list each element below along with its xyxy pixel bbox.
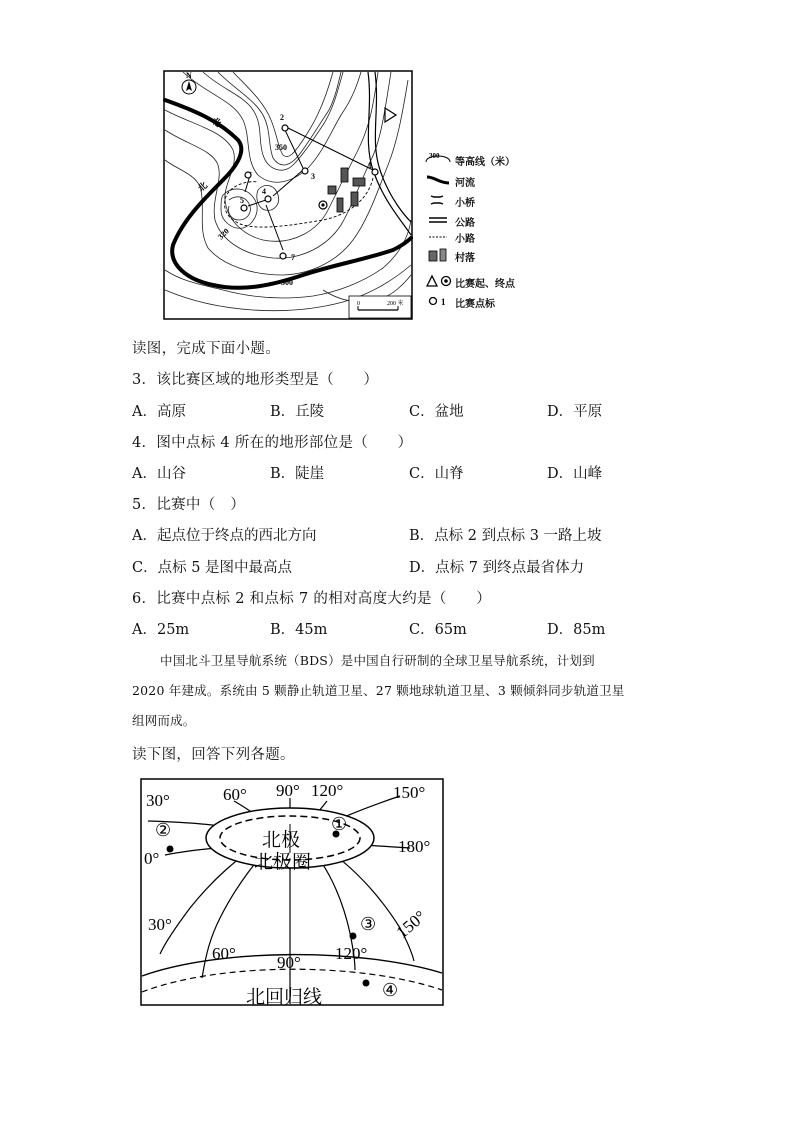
point-label-2: 2: [280, 113, 284, 122]
bottom-label-60: 60°: [212, 944, 236, 963]
top-label-90: 90°: [276, 781, 300, 800]
legend-label-path: 小路: [455, 234, 475, 245]
top-label-30: 30°: [146, 791, 170, 810]
scale-label-0: 0: [357, 301, 360, 307]
legend-label-road: 公路: [455, 218, 475, 229]
left-label-0: 0°: [144, 849, 160, 868]
bottom-label-90: 90°: [277, 953, 301, 972]
contour-label-300: 300: [281, 278, 293, 287]
top-label-120: 120°: [311, 781, 344, 800]
q4-option-a[interactable]: A．山谷: [132, 466, 186, 482]
bottom-label-120: 120°: [335, 944, 368, 963]
checkpoint-icon: [427, 294, 451, 308]
intro-text-2: 读下图，回答下列各题。: [132, 747, 295, 763]
bottom-label-150: 150°: [392, 906, 430, 943]
passage-line-1: 中国北斗卫星导航系统（BDS）是中国自行研制的全球卫星导航系统，计划到: [160, 653, 595, 668]
q6-option-a[interactable]: A．25m: [132, 622, 190, 638]
scale-label-200: 200 米: [387, 301, 404, 307]
point-label-1: 1: [368, 161, 372, 170]
legend-label-contour: 等高线（米）: [455, 157, 515, 168]
village-icon: [427, 247, 451, 263]
river-icon: [425, 174, 451, 186]
polar-map: [140, 778, 444, 1006]
marker-4: ④: [382, 980, 399, 1000]
q5-option-c[interactable]: C．点标 5 是图中最高点: [132, 560, 293, 576]
legend-label-village: 村落: [455, 253, 475, 264]
marker-1: ①: [331, 814, 348, 834]
svg-text:300: 300: [429, 152, 440, 160]
svg-text:1: 1: [441, 297, 446, 307]
point-label-7: 7: [291, 253, 295, 262]
legend-label-bridge: 小桥: [455, 198, 475, 209]
intro-text: 读图，完成下面小题。: [132, 341, 280, 357]
road-icon: [427, 214, 449, 226]
bridge-icon: [429, 194, 445, 206]
bottom-label-30: 30°: [148, 915, 172, 934]
right-label-180: 180°: [398, 837, 431, 856]
compass-label: N: [186, 71, 192, 80]
marker-2: ②: [155, 820, 172, 840]
question-6-stem: 6．比赛中点标 2 和点标 7 的相对高度大约是（ ）: [132, 591, 492, 607]
river-label-1: 北: [209, 115, 223, 129]
point-label-5: 5: [240, 196, 244, 205]
legend-label-river: 河流: [455, 178, 475, 189]
q3-option-b[interactable]: B．丘陵: [270, 404, 325, 420]
question-5-stem: 5．比赛中（ ）: [132, 497, 246, 513]
top-label-150: 150°: [393, 783, 426, 802]
start-end-icon: [425, 274, 453, 288]
q5-option-d[interactable]: D．点标 7 到终点最省体力: [409, 560, 585, 576]
point-label-4: 4: [262, 187, 266, 196]
q4-option-c[interactable]: C．山脊: [409, 466, 464, 482]
pole-label: 北极: [262, 830, 301, 851]
q5-option-a[interactable]: A．起点位于终点的西北方向: [132, 528, 317, 544]
contour-map: [163, 70, 413, 320]
q3-option-c[interactable]: C．盆地: [409, 404, 464, 420]
tropic-label: 北回归线: [246, 987, 323, 1006]
q4-option-d[interactable]: D．山峰: [547, 466, 603, 482]
river-label-2: 北: [195, 180, 210, 194]
legend-label-checkpoint: 比赛点标: [455, 299, 495, 310]
q6-option-d[interactable]: D．85m: [547, 622, 606, 638]
map-legend: [423, 150, 543, 310]
passage-line-3: 组网而成。: [132, 713, 196, 728]
path-icon: [427, 232, 449, 242]
contour-label-350: 350: [275, 143, 287, 152]
passage-line-2: 2020 年建成。系统由 5 颗静止轨道卫星、27 颗地球轨道卫星、3 颗倾斜同步轨道卫星: [132, 683, 625, 698]
q6-option-c[interactable]: C．65m: [409, 622, 467, 638]
q5-option-b[interactable]: B．点标 2 到点标 3 一路上坡: [409, 528, 602, 544]
question-4-stem: 4．图中点标 4 所在的地形部位是（ ）: [132, 435, 413, 451]
q3-option-d[interactable]: D．平原: [547, 404, 603, 420]
q6-option-b[interactable]: B．45m: [270, 622, 328, 638]
legend-label-start-end: 比赛起、终点: [455, 279, 515, 290]
arctic-circle-label: 北极圈: [254, 852, 312, 873]
top-label-60: 60°: [223, 785, 247, 804]
contour-label-320: 320: [216, 226, 231, 242]
marker-3: ③: [360, 914, 377, 934]
q3-option-a[interactable]: A．高原: [132, 404, 186, 420]
q4-option-b[interactable]: B．陡崖: [270, 466, 325, 482]
contour-icon: [423, 150, 453, 166]
question-3-stem: 3．该比赛区域的地形类型是（ ）: [132, 372, 379, 388]
point-label-3: 3: [311, 172, 315, 181]
